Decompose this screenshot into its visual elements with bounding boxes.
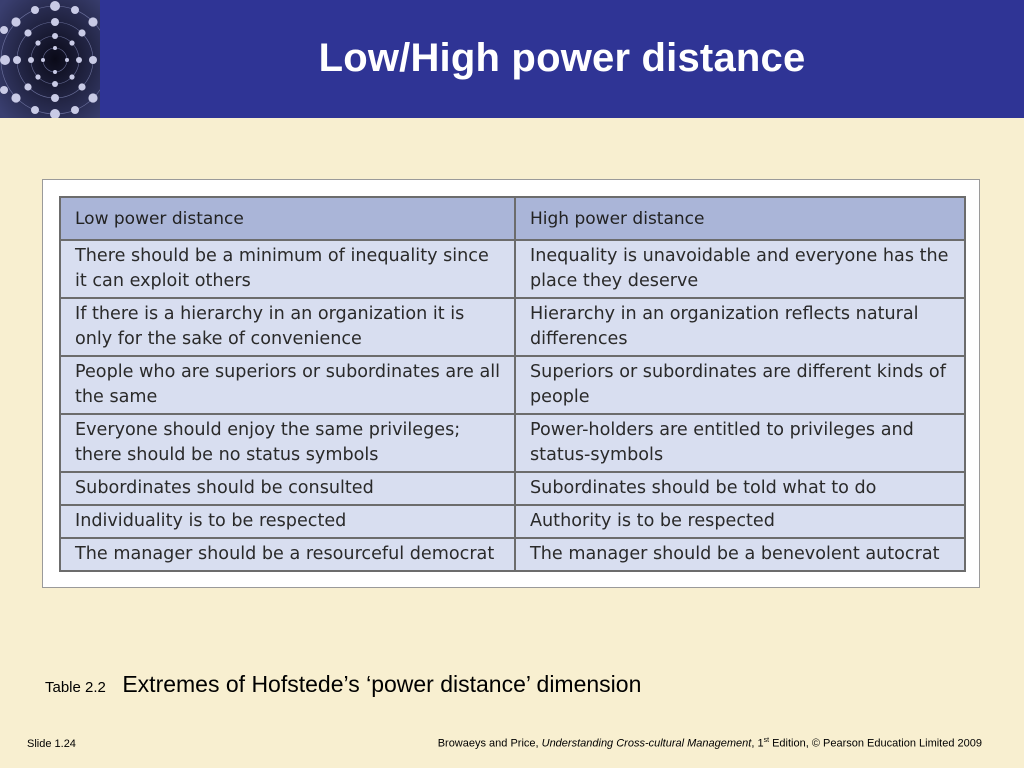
table-row	[60, 538, 965, 571]
column-header-low: Low power distance	[60, 197, 515, 240]
table-row	[60, 356, 965, 414]
table-cell-low: People who are superiors or subordinates are all the same	[60, 356, 515, 414]
table-cell-low: Everyone should enjoy the same privileges; there should be no status symbols	[60, 414, 515, 472]
table-row	[60, 505, 965, 538]
header-bar	[0, 0, 1024, 118]
credit-authors: Browaeys and Price,	[437, 737, 542, 750]
table-cell-high: Authority is to be respected	[515, 505, 965, 538]
table-row	[60, 240, 965, 298]
table-cell-high: Hierarchy in an organization reflects natural differences	[515, 298, 965, 356]
table-caption	[45, 671, 641, 698]
decorative-logo-image	[0, 0, 100, 118]
table-cell-high: The manager should be a benevolent autocrat	[515, 538, 965, 571]
table-cell-low: Subordinates should be consulted	[60, 472, 515, 505]
slide-number: Slide 1.24	[27, 738, 76, 750]
table-number: Table 2.2	[45, 679, 106, 696]
table-cell-high: Subordinates should be told what to do	[515, 472, 965, 505]
copyright-credit	[438, 737, 982, 750]
table-caption-text: Extremes of Hofstede’s ‘power distance’ dimension	[122, 671, 642, 697]
table-header-row	[60, 197, 965, 240]
table-cell-high: Inequality is unavoidable and everyone has the place they deserve	[515, 240, 965, 298]
table-cell-low: Individuality is to be respected	[60, 505, 515, 538]
column-header-high: High power distance	[515, 197, 965, 240]
table-row	[60, 298, 965, 356]
credit-edition: , 1	[751, 737, 764, 750]
table-frame	[42, 179, 980, 588]
slide-title: Low/High power distance	[318, 36, 806, 80]
table-cell-high: Superiors or subordinates are different kinds of people	[515, 356, 965, 414]
credit-publisher: Edition, © Pearson Education Limited 2009	[769, 737, 982, 750]
table-cell-low: If there is a hierarchy in an organization it is only for the sake of convenience	[60, 298, 515, 356]
table-cell-low: There should be a minimum of inequality since it can exploit others	[60, 240, 515, 298]
power-distance-table	[59, 196, 966, 572]
table-row	[60, 472, 965, 505]
table-cell-low: The manager should be a resourceful democrat	[60, 538, 515, 571]
table-row	[60, 414, 965, 472]
credit-edition-suffix: st	[763, 737, 770, 744]
credit-book-title: Understanding Cross-cultural Management	[541, 737, 752, 750]
table-cell-high: Power-holders are entitled to privileges and status-symbols	[515, 414, 965, 472]
